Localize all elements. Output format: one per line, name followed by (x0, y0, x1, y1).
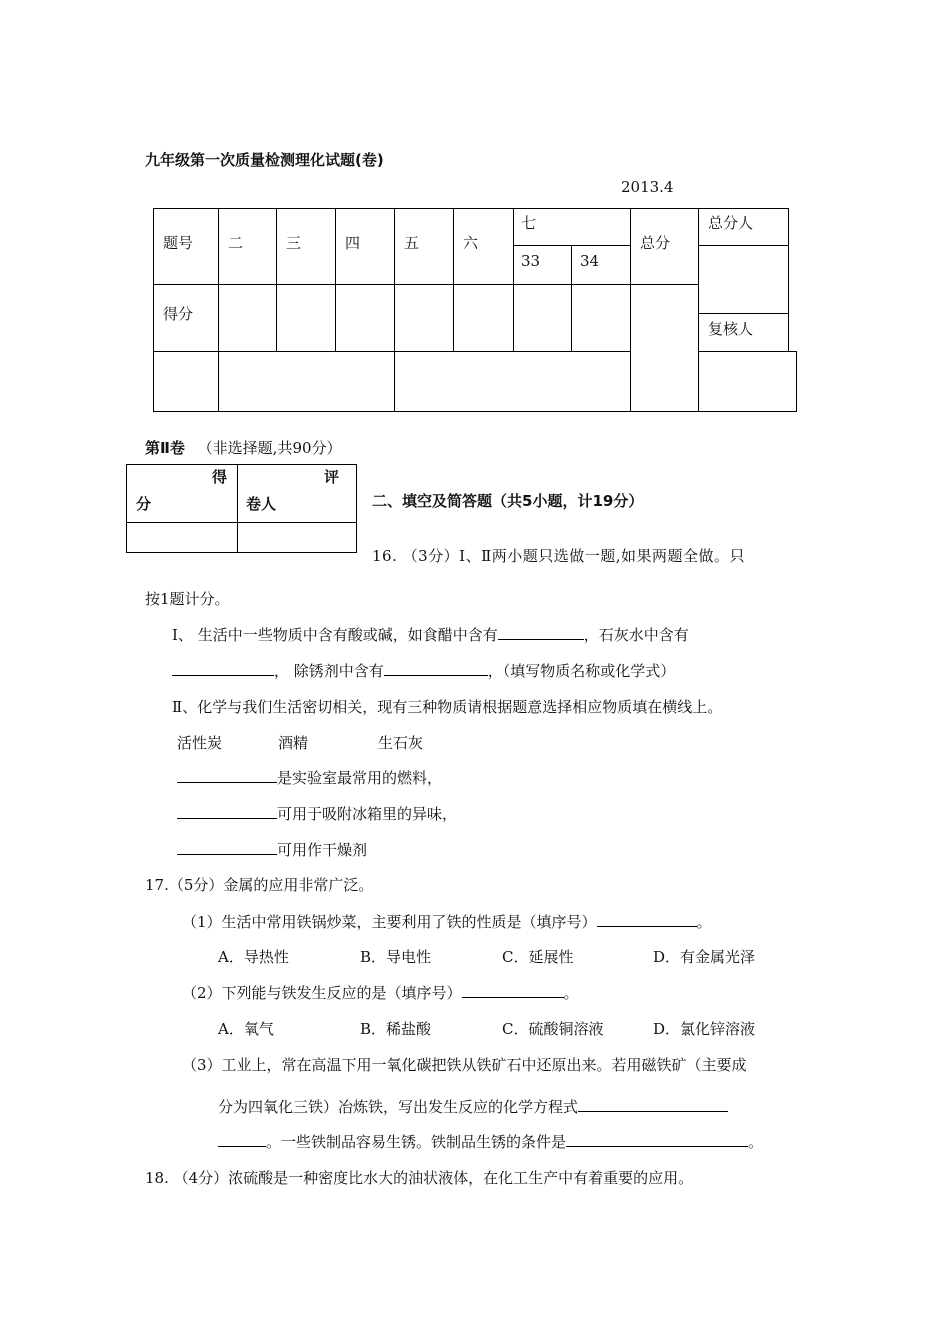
section-heading: 二、填空及简答题（共5小题，计19分） (372, 492, 644, 510)
q17-1-option-a: A．导热性 (218, 948, 289, 966)
q17-sub1 (182, 911, 712, 932)
q16-part1-text-c: ， 除锈剂中含有 (274, 662, 384, 680)
blank-limewater[interactable] (172, 661, 274, 676)
col-5: 五 (404, 234, 420, 252)
box-grader-top: 评 (324, 468, 340, 486)
q16-part1-line2 (172, 660, 675, 681)
blank-rust-condition[interactable] (566, 1132, 748, 1147)
label-tihao: 题号 (163, 234, 194, 252)
sub-col-33: 33 (521, 252, 541, 270)
q17-stem: 17.（5分）金属的应用非常广泛。 (145, 876, 374, 894)
col-7: 七 (521, 214, 537, 232)
sub-col-34: 34 (580, 252, 600, 270)
q17-1-option-b: B．导电性 (360, 948, 432, 966)
q17-sub3-line3-text: 。一些铁制品容易生锈。铁制品生锈的条件是 (266, 1133, 567, 1151)
q17-sub1-text: （1）生活中常用铁锅炒菜，主要利用了铁的性质是（填序号） (182, 913, 597, 931)
q17-1-option-d: D．有金属光泽 (653, 948, 756, 966)
col-4: 四 (345, 234, 361, 252)
q17-2-option-c: C．硫酸铜溶液 (502, 1020, 604, 1038)
blank-q17-1[interactable] (597, 912, 697, 927)
col-6: 六 (463, 234, 479, 252)
q17-2-option-d: D．氯化锌溶液 (653, 1020, 756, 1038)
q17-2-option-b: B．稀盐酸 (360, 1020, 432, 1038)
q17-2-option-a: A．氧气 (218, 1020, 274, 1038)
box-grader-bottom: 卷人 (246, 495, 277, 513)
label-total-person: 总分人 (708, 214, 754, 232)
q16-stem-line2: 按1题计分。 (145, 590, 230, 608)
q16-part1-text-a: Ⅰ、 生活中一些物质中含有酸或碱，如食醋中含有 (172, 626, 498, 644)
volume-label: 第Ⅱ卷 (145, 439, 185, 457)
q17-sub3-line3-end: 。 (748, 1133, 764, 1151)
q17-sub3-line3 (218, 1131, 763, 1152)
blank-rust-remover[interactable] (384, 661, 488, 676)
blank-odor[interactable] (177, 804, 277, 819)
q17-sub1-end: 。 (696, 913, 712, 931)
substance-quicklime: 生石灰 (378, 734, 424, 752)
q17-sub3-line2 (218, 1096, 728, 1117)
blank-vinegar[interactable] (498, 625, 584, 640)
label-defen: 得分 (163, 305, 194, 323)
q16-part2-stem: Ⅱ、化学与我们生活密切相关，现有三种物质请根据题意选择相应物质填在横线上。 (172, 698, 723, 716)
blank-equation-cont[interactable] (218, 1132, 266, 1147)
blank-equation[interactable] (578, 1097, 728, 1112)
q16-part1-text-d: ，（填写物质名称或化学式） (487, 662, 676, 680)
q16-fill-2 (177, 803, 457, 824)
q16-fill-2-text: 可用于吸附冰箱里的异味， (277, 805, 458, 823)
label-review-person: 复核人 (708, 320, 754, 338)
q17-1-option-c: C．延展性 (502, 948, 574, 966)
blank-desiccant[interactable] (177, 840, 277, 855)
exam-title: 九年级第一次质量检测理化试题(卷) (145, 151, 384, 169)
q16-fill-3 (177, 839, 367, 860)
q17-sub3-line1: （3）工业上，常在高温下用一氧化碳把铁从铁矿石中还原出来。若用磁铁矿（主要成 (182, 1056, 747, 1074)
label-total: 总分 (640, 234, 671, 252)
col-3: 三 (286, 234, 302, 252)
q18-stem: 18. （4分）浓硫酸是一种密度比水大的油状液体，在化工生产中有着重要的应用。 (145, 1169, 694, 1187)
q17-sub2-end: 。 (563, 984, 579, 1002)
exam-date: 2013.4 (621, 178, 674, 196)
q16-part1-line1 (172, 624, 689, 645)
q17-sub2 (182, 982, 579, 1003)
q17-sub3-line2-text: 分为四氧化三铁）冶炼铁，写出发生反应的化学方程式 (218, 1098, 579, 1116)
q16-stem-line1: 16. （3分）Ⅰ、Ⅱ两小题只选做一题,如果两题全做。只 (372, 547, 746, 565)
substance-alcohol: 酒精 (278, 734, 309, 752)
substance-activated-carbon: 活性炭 (177, 734, 223, 752)
q16-fill-1 (177, 767, 442, 788)
volume-heading (145, 437, 342, 458)
q16-part1-text-b: ，石灰水中含有 (583, 626, 689, 644)
box-score-bottom: 分 (136, 495, 152, 513)
q17-sub2-text: （2）下列能与铁发生反应的是（填序号） (182, 984, 462, 1002)
blank-fuel[interactable] (177, 768, 277, 783)
blank-q17-2[interactable] (462, 983, 564, 998)
q16-fill-3-text: 可用作干燥剂 (277, 841, 368, 859)
q16-fill-1-text: 是实验室最常用的燃料， (277, 769, 443, 787)
col-2: 二 (228, 234, 244, 252)
volume-note: （非选择题,共90分） (197, 439, 342, 457)
box-score-top: 得 (212, 468, 228, 486)
